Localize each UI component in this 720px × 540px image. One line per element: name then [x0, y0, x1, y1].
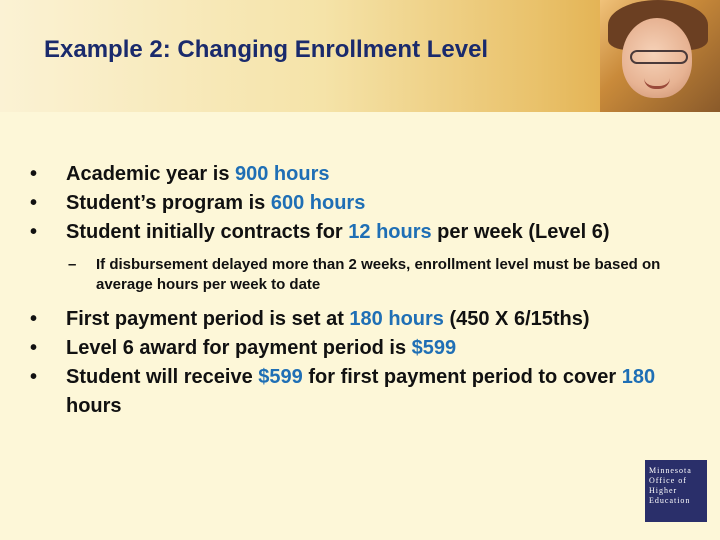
- logo-line: Office of: [649, 476, 687, 485]
- bullet-initial-contract: [30, 218, 700, 247]
- bullet-text-mid: for first payment period to cover: [302, 366, 622, 388]
- bullet-text: First payment period is set at: [66, 308, 350, 330]
- bullet-text: Student will receive: [66, 366, 259, 388]
- bullet-dot: •: [30, 308, 38, 330]
- slide-content: [30, 160, 700, 421]
- bullet-dot: •: [30, 366, 38, 388]
- logo-line: Minnesota: [649, 466, 692, 475]
- bullet-highlight: 900 hours: [235, 163, 330, 185]
- bullet-text: Student initially contracts for: [66, 221, 349, 243]
- bullet-academic-year: [30, 160, 700, 189]
- bullet-dot: •: [30, 163, 38, 185]
- bullet-text: Academic year is: [66, 163, 235, 185]
- bullet-first-payment: [30, 305, 700, 334]
- logo-line: Higher: [649, 486, 678, 495]
- bullet-highlight: 12 hours: [348, 221, 432, 243]
- sub-bullet-disbursement: [30, 255, 700, 295]
- header-photo: [600, 0, 720, 112]
- slide-header: [0, 0, 720, 112]
- bullet-text: Student’s program is: [66, 192, 271, 214]
- bullet-dot: •: [30, 337, 38, 359]
- bullet-highlight: $599: [411, 337, 457, 359]
- logo-line: Education: [649, 496, 691, 505]
- slide-title: Example 2: Changing Enrollment Level: [44, 36, 489, 63]
- mohe-logo: [645, 460, 707, 522]
- bullet-student-receive: [30, 363, 700, 421]
- bullet-text-end: hours: [66, 395, 122, 417]
- bullet-level-award: [30, 334, 700, 363]
- photo-glasses: [630, 50, 688, 64]
- bullet-highlight: $599: [258, 366, 303, 388]
- sub-bullet-dash: –: [68, 256, 77, 273]
- bullet-program-length: [30, 189, 700, 218]
- bullet-text-end: per week (Level 6): [431, 221, 610, 243]
- bullet-highlight-2: 180: [621, 366, 656, 388]
- sub-bullet-text: If disbursement delayed more than 2 weeks, enrollment level must be based on average hours per week to date: [96, 256, 661, 293]
- bullet-highlight: 180 hours: [349, 308, 444, 330]
- bullet-dot: •: [30, 221, 38, 243]
- bullet-dot: •: [30, 192, 38, 214]
- bullet-text-end: (450 X 6/15ths): [443, 308, 590, 330]
- bullet-text: Level 6 award for payment period is: [66, 337, 412, 359]
- bullet-highlight: 600 hours: [270, 192, 366, 214]
